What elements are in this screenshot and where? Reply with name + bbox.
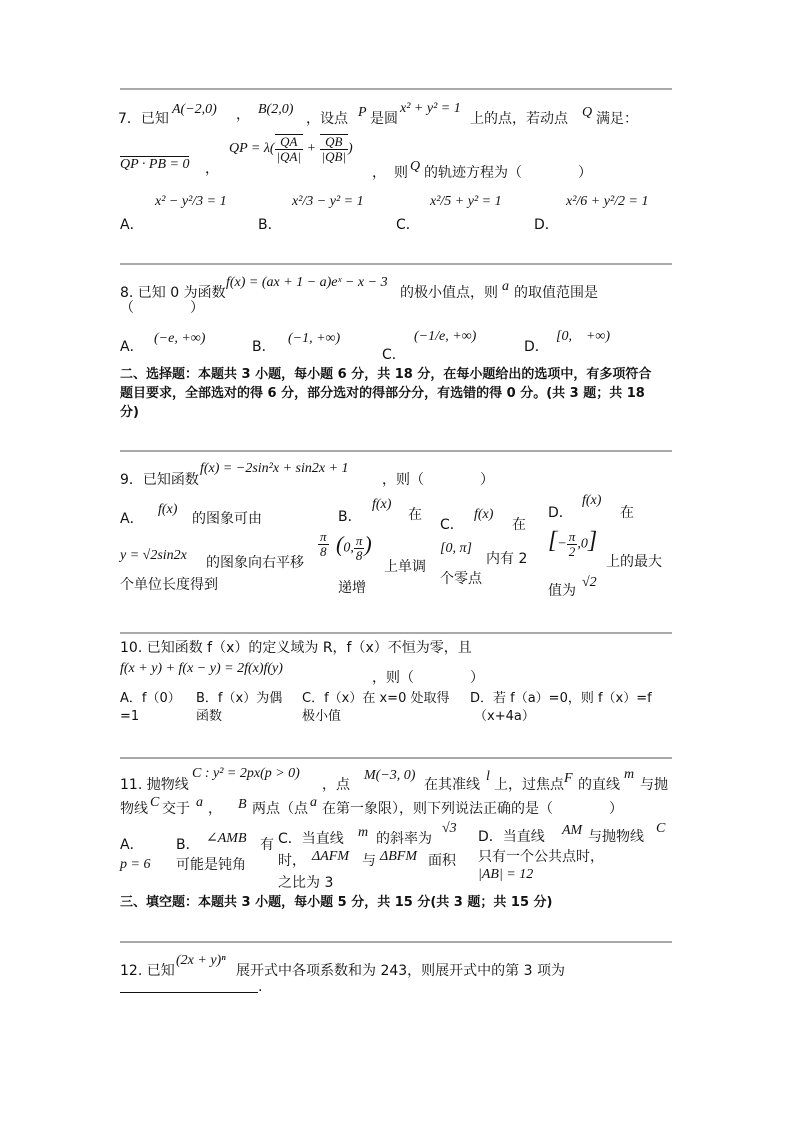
q10-option-a: A．f（0）: [120, 691, 181, 706]
q7-option-a: x² − y²/3 = 1: [155, 194, 227, 209]
q10-option-b: B．f（x）为偶: [196, 691, 283, 706]
q9-option-b-interval: (0, $\frac{\pi}{8}$ ): [336, 531, 372, 563]
section-heading: 三、填空题：本题共 3 小题，每小题 5 分，共 15 分(共 3 题；共 15 分): [120, 895, 553, 910]
q7-option-b-label: B．: [258, 217, 282, 233]
cond2-lhs: QP = λ(: [229, 141, 275, 157]
divider: [120, 450, 672, 452]
q10-text: ，则（ ）: [372, 670, 484, 686]
q7-text: 则: [394, 165, 408, 181]
q9-option-d-value: √2: [582, 575, 597, 590]
section-heading: 题目要求，全部选对的得 6 分，部分选对的得部分分，有选错的得 0 分。(共 3 题；共 18: [120, 386, 645, 401]
q8-answer-paren: （ ）: [120, 300, 204, 316]
q9-text: ，则（ ）: [382, 472, 494, 488]
q9-option-a-text: 的图象向右平移: [206, 555, 304, 571]
q11-text: 交于: [162, 801, 190, 817]
fraction-num: π: [355, 533, 363, 548]
q9-prefix: 9．已知函数: [120, 472, 199, 488]
q7-option-d: x²/6 + y²/2 = 1: [566, 194, 649, 209]
q11-curve-c: C: [150, 795, 160, 810]
q11-line-m: m: [624, 767, 635, 782]
q11-option-b-label: B．: [176, 837, 200, 853]
q9-option-c-fx: f(x): [474, 507, 494, 522]
q9-option-a-pi8: [318, 530, 329, 559]
cond2-rhs: ): [348, 141, 353, 157]
fraction: [354, 534, 365, 563]
q9-option-d-text: 上的最大: [606, 554, 662, 570]
q7-text: 上的点，若动点: [470, 111, 568, 127]
q10-line1: 10. 已知函数 f（x）的定义域为 R，f（x）不恒为零，且: [120, 640, 472, 656]
q7-option-a-label: A．: [120, 217, 144, 233]
q11-option-c-text: 与: [362, 853, 376, 869]
q8-var-a: a: [502, 279, 509, 294]
q11-option-d-text: D．当直线: [478, 829, 545, 845]
fraction-num: π: [320, 529, 327, 544]
q9-option-a-fx: f(x): [158, 502, 178, 517]
fraction-den: 8: [320, 544, 327, 559]
q11-option-c-m: m: [358, 825, 369, 840]
q9-option-c-label: C．: [440, 517, 464, 533]
q9-option-c-interval: [0, π]: [440, 541, 472, 556]
q7-text: 满足：: [596, 111, 638, 127]
q9-option-d-label: D．: [548, 505, 573, 521]
q11-text: 上，过焦点: [494, 777, 564, 793]
divider: [120, 263, 672, 265]
q11-point-m: M(−3, 0): [364, 768, 416, 783]
q8-option-c: (−1/e, +∞): [414, 329, 477, 344]
q7-text: 的轨迹方程为（ ）: [424, 165, 592, 181]
q9-option-d-text: 值为: [548, 583, 576, 599]
q10-option-d: D．若 f（a）=0，则 f（x）=f: [470, 691, 652, 706]
q8-option-a-label: A．: [120, 339, 144, 355]
q9-option-d-fx: f(x): [582, 493, 602, 508]
q8-option-d: [0, +∞): [556, 329, 611, 344]
q8-option-b-label: B．: [252, 339, 276, 355]
q8-option-c-label: C．: [382, 347, 406, 363]
q11-text: 物线: [120, 801, 148, 817]
fraction-den: |QB|: [321, 149, 347, 164]
q11-option-d-am: AM: [562, 823, 583, 838]
q10-option-b: 函数: [196, 709, 223, 724]
q11-option-c-triangle: ΔBFM: [380, 849, 417, 864]
q9-option-c-text: 个零点: [440, 571, 482, 587]
q9-option-b-text: 递增: [338, 580, 366, 596]
q9-option-c-text: 在: [512, 517, 526, 533]
q8-text: 的极小值点，则: [400, 285, 498, 301]
divider: [120, 757, 672, 759]
divider: [120, 88, 672, 90]
q7-comma: ，: [205, 161, 219, 177]
section-heading: 二、选择题：本题共 3 小题，每小题 6 分，共 18 分，在每小题给出的选项中，有多项符合: [120, 367, 652, 382]
q12-end: .: [258, 979, 263, 995]
q8-text: 的取值范围是: [514, 285, 598, 301]
q10-option-c: 极小值: [302, 709, 342, 724]
q10-equation: f(x + y) + f(x − y) = 2f(x)f(y): [120, 661, 283, 676]
q11-option-c-text: 之比为 3: [278, 875, 334, 891]
q9-option-a-text: 的图象可由: [192, 511, 262, 527]
q9-option-c-text: 内有 2: [486, 551, 528, 567]
q11-curve: C : y² = 2px(p > 0): [192, 766, 300, 781]
fraction-num: QB: [320, 134, 348, 150]
q9-option-d-text: 在: [620, 505, 634, 521]
q9-option-a-label: A．: [120, 511, 144, 527]
q9-option-a-text: 个单位长度得到: [120, 577, 218, 593]
q9-option-b-fx: f(x): [372, 497, 392, 512]
q11-text: ，: [208, 801, 222, 817]
q7-condition-2: QP = λ( $\frac{QA}{|QA|}$ + $\frac{QB}{|QB|}$ ): [229, 134, 353, 164]
q9-option-b-text: 在: [408, 507, 422, 523]
fraction-den: |QA|: [276, 149, 302, 164]
fraction: [275, 134, 303, 164]
q11-option-c-text: C．当直线: [278, 831, 344, 847]
fraction: [318, 530, 329, 559]
q8-prefix: 8. 已知 0 为函数: [120, 285, 226, 301]
q11-option-c-text: 面积: [428, 853, 456, 869]
q12-expression: (2x + y)ⁿ: [176, 953, 226, 968]
q11-option-c-triangle: ΔAFM: [312, 849, 349, 864]
q12-text: 展开式中各项系数和为 243，则展开式中的第 3 项为: [236, 963, 565, 979]
q10-option-c: C．f（x）在 x=0 处取得: [302, 691, 450, 706]
q11-text: 在第一象限），则下列说法正确的是（ ）: [322, 801, 623, 817]
q8-function: f(x) = (ax + 1 − a)eˣ − x − 3: [226, 275, 388, 290]
q10-option-a: =1: [120, 709, 140, 724]
q11-option-d-text: 与抛物线: [588, 829, 644, 845]
q9-option-b-label: B．: [338, 509, 362, 525]
q7-point-a: A(−2,0): [172, 102, 217, 117]
q11-text: 两点（点: [252, 801, 308, 817]
q8-option-b: (−1, +∞): [288, 331, 341, 346]
q11-point-a: a: [310, 795, 317, 810]
fraction-den: 8: [355, 548, 363, 563]
q7-option-b: x²/3 − y² = 1: [292, 194, 364, 209]
q11-point-b: B: [238, 797, 247, 812]
q8-option-a: (−e, +∞): [154, 331, 206, 346]
q9-option-b-text: 上单调: [384, 559, 426, 575]
q7-condition-1: [120, 156, 189, 174]
q7-comma: ，: [372, 165, 386, 181]
q12-prefix: 12. 已知: [120, 963, 175, 979]
q11-prefix: 11. 抛物线: [120, 777, 189, 793]
q9-option-a-expr: y = √2sin2x: [120, 548, 187, 563]
q11-option-b-text: 可能是钝角: [176, 857, 246, 873]
q7-prefix: 7．已知: [118, 111, 169, 127]
q10-option-d: （x+4a）: [474, 709, 535, 724]
q11-text: 在其准线: [424, 777, 480, 793]
q11-focus-f: F: [564, 771, 573, 786]
fraction-num: π: [568, 529, 576, 544]
q11-option-d-c: C: [656, 821, 666, 836]
divider: [120, 941, 672, 943]
q7-option-d-label: D．: [534, 217, 559, 233]
q11-option-a-label: A．: [120, 837, 144, 853]
q11-option-b-text: 有: [260, 837, 274, 853]
q11-text: 的直线: [578, 777, 620, 793]
divider: [120, 632, 672, 634]
q11-option-b-expr: ∠AMB: [206, 831, 247, 846]
q7-point-q: Q: [582, 105, 593, 120]
q11-text: ，点: [322, 777, 350, 793]
q7-point-p: P: [358, 105, 367, 120]
fraction: [320, 134, 348, 164]
q11-line-l: l: [486, 769, 490, 784]
q11-option-c-slope: √3: [442, 821, 457, 836]
q11-point-a: a: [196, 795, 203, 810]
fraction-den: 2: [568, 544, 576, 559]
q11-option-d-length: |AB| = 12: [478, 867, 534, 882]
q9-option-d-interval: [− $\frac{\pi}{2}$ ,0]: [548, 527, 598, 559]
q11-option-c-text: 时，: [278, 853, 306, 869]
fraction-num: QA: [275, 134, 303, 150]
q7-comma: ，: [236, 107, 250, 123]
q9-function: f(x) = −2sin²x + sin2x + 1: [200, 461, 349, 476]
q7-text: ，设点: [306, 111, 348, 127]
q7-circle-eq: x² + y² = 1: [400, 101, 461, 116]
q7-text: 是圆: [370, 111, 398, 127]
q7-option-c: x²/5 + y² = 1: [430, 194, 502, 209]
q7-point-q: Q: [410, 159, 421, 174]
q8-option-d-label: D．: [524, 339, 549, 355]
fraction: [567, 530, 578, 559]
answer-blank[interactable]: [120, 992, 258, 993]
vector-qp: QP · PB = 0: [120, 157, 190, 172]
q11-text: 与抛: [640, 777, 668, 793]
q11-option-c-text: 的斜率为: [376, 831, 432, 847]
q11-option-d-text: 只有一个公共点时，: [478, 849, 604, 865]
q7-point-b: B(2,0): [258, 102, 294, 117]
q7-option-c-label: C．: [396, 217, 420, 233]
q11-option-a: p = 6: [120, 857, 151, 872]
section-heading: 分): [120, 405, 139, 420]
